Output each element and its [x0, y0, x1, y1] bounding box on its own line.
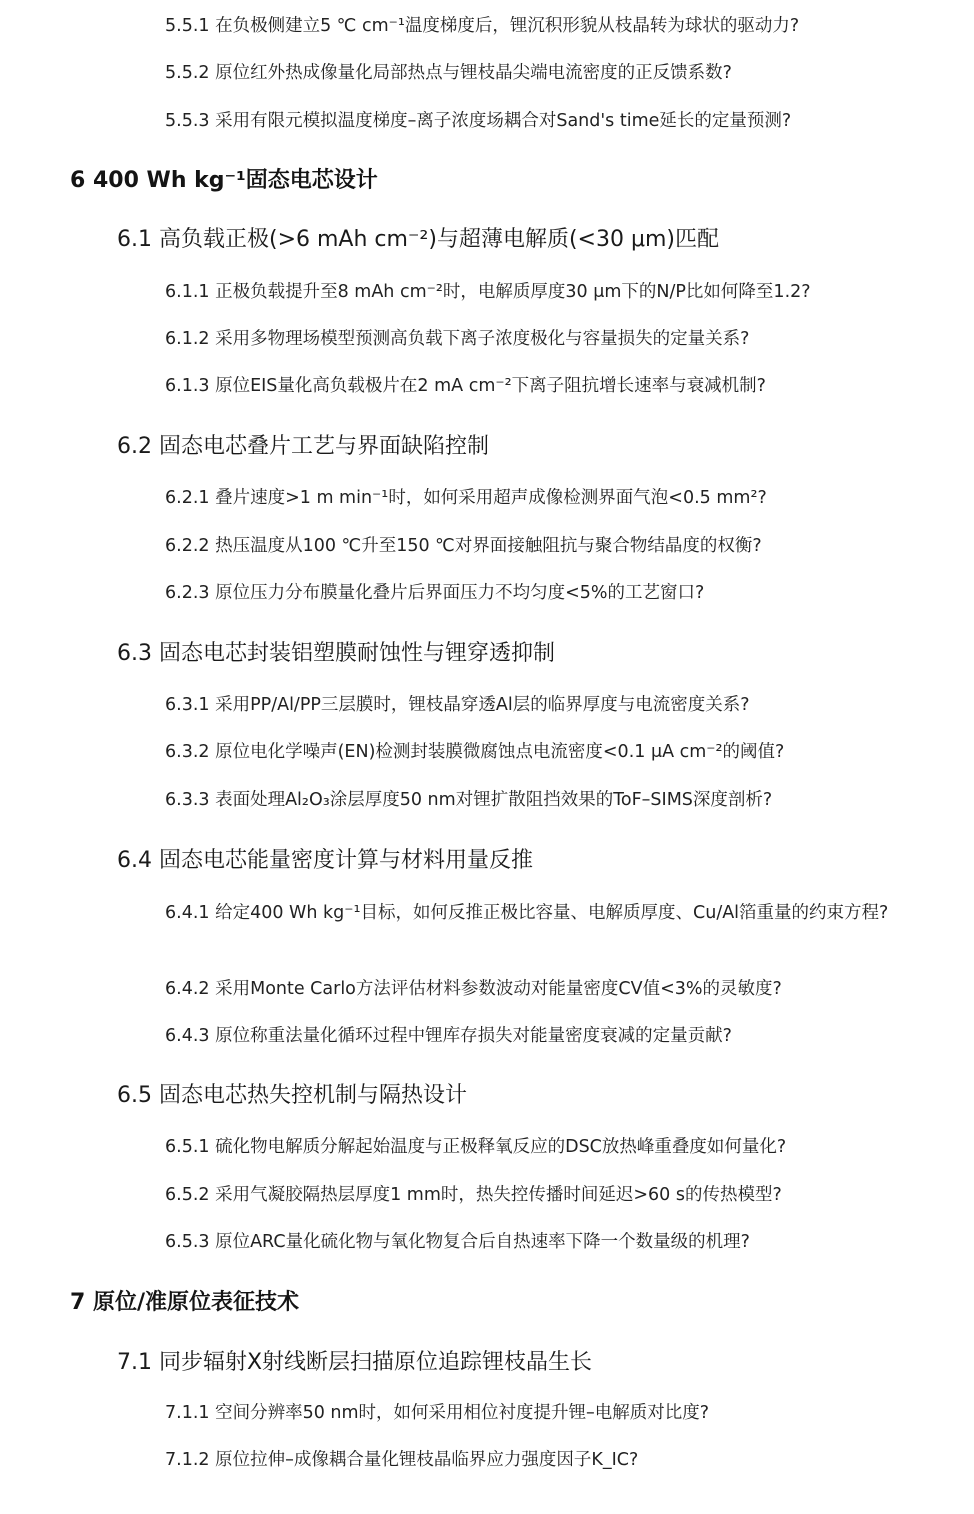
- question-6-4-3: 6.4.3 原位称重法量化循环过程中锂库存损失对能量密度衰减的定量贡献?: [165, 1026, 732, 1046]
- question-6-2-1: 6.2.1 叠片速度>1 m min⁻¹时，如何采用超声成像检测界面气泡<0.5 mm²?: [165, 488, 767, 508]
- question-6-1-3: 6.1.3 原位EIS量化高负载极片在2 mA cm⁻²下离子阻抗增长速率与衰减机制?: [165, 376, 766, 396]
- question-6-1-2: 6.1.2 采用多物理场模型预测高负载下离子浓度极化与容量损失的定量关系?: [165, 329, 750, 349]
- question-6-2-3: 6.2.3 原位压力分布膜量化叠片后界面压力不均匀度<5%的工艺窗口?: [165, 583, 705, 603]
- question-7-1-1: 7.1.1 空间分辨率50 nm时，如何采用相位衬度提升锂–电解质对比度?: [165, 1403, 710, 1423]
- question-7-1-2: 7.1.2 原位拉伸–成像耦合量化锂枝晶临界应力强度因子K_IC?: [165, 1450, 639, 1470]
- question-5-5-2: 5.5.2 原位红外热成像量化局部热点与锂枝晶尖端电流密度的正反馈系数?: [165, 63, 732, 83]
- heading-6-3: 6.3 固态电芯封装铝塑膜耐蚀性与锂穿透抑制: [117, 641, 555, 666]
- question-6-3-3: 6.3.3 表面处理Al₂O₃涂层厚度50 nm对锂扩散阻挡效果的ToF–SIMS深度剖析?: [165, 790, 773, 810]
- question-6-5-2: 6.5.2 采用气凝胶隔热层厚度1 mm时，热失控传播时间延迟>60 s的传热模型?: [165, 1185, 782, 1205]
- question-5-5-1: 5.5.1 在负极侧建立5 ℃ cm⁻¹温度梯度后，锂沉积形貌从枝晶转为球状的驱动力?: [165, 16, 800, 36]
- heading-6-2: 6.2 固态电芯叠片工艺与界面缺陷控制: [117, 434, 489, 459]
- question-6-3-1: 6.3.1 采用PP/Al/PP三层膜时，锂枝晶穿透Al层的临界厚度与电流密度关系?: [165, 695, 750, 715]
- heading-6-4: 6.4 固态电芯能量密度计算与材料用量反推: [117, 848, 533, 873]
- question-6-1-1: 6.1.1 正极负载提升至8 mAh cm⁻²时，电解质厚度30 μm下的N/P比如何降至1.2?: [165, 282, 811, 302]
- heading-7-1: 7.1 同步辐射X射线断层扫描原位追踪锂枝晶生长: [117, 1350, 593, 1375]
- question-6-4-2: 6.4.2 采用Monte Carlo方法评估材料参数波动对能量密度CV值<3%的灵敏度?: [165, 979, 782, 999]
- question-6-2-2: 6.2.2 热压温度从100 ℃升至150 ℃对界面接触阻抗与聚合物结晶度的权衡?: [165, 536, 762, 556]
- heading-6-5: 6.5 固态电芯热失控机制与隔热设计: [117, 1083, 467, 1108]
- question-6-3-2: 6.3.2 原位电化学噪声(EN)检测封装膜微腐蚀点电流密度<0.1 μA cm⁻²的阈值?: [165, 742, 785, 762]
- question-5-5-3: 5.5.3 采用有限元模拟温度梯度–离子浓度场耦合对Sand's time延长的定量预测?: [165, 111, 792, 131]
- question-6-4-1: 6.4.1 给定400 Wh kg⁻¹目标，如何反推正极比容量、电解质厚度、Cu/Al箔重量的约束方程?: [165, 903, 889, 923]
- heading-7: 7 原位/准原位表征技术: [70, 1290, 300, 1315]
- heading-6-1: 6.1 高负载正极(>6 mAh cm⁻²)与超薄电解质(<30 μm)匹配: [117, 227, 719, 252]
- question-6-5-1: 6.5.1 硫化物电解质分解起始温度与正极释氧反应的DSC放热峰重叠度如何量化?: [165, 1137, 787, 1157]
- heading-6: 6 400 Wh kg⁻¹固态电芯设计: [70, 168, 378, 193]
- question-6-5-3: 6.5.3 原位ARC量化硫化物与氧化物复合后自热速率下降一个数量级的机理?: [165, 1232, 750, 1252]
